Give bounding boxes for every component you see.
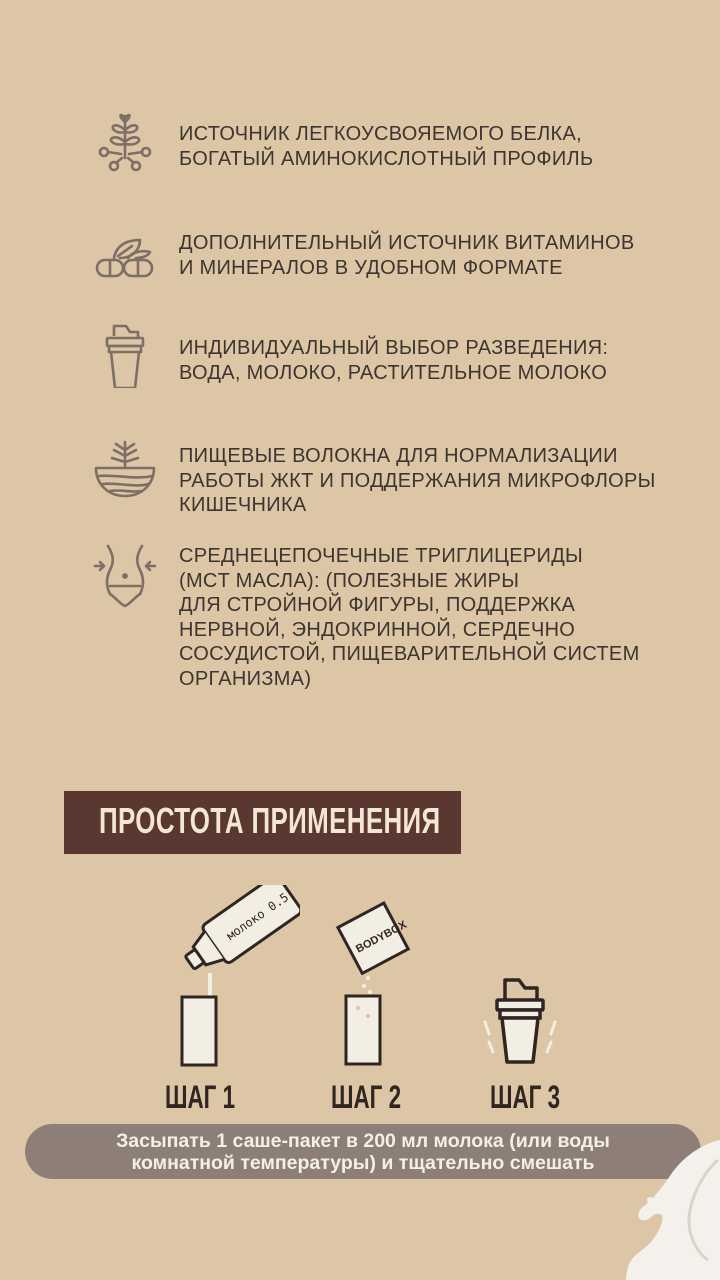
- feature-text: [179, 122, 699, 171]
- capsules-leaf-icon: [92, 226, 158, 292]
- section-title: ПРОСТОТА ПРИМЕНЕНИЯ: [99, 800, 441, 841]
- step-label: ШАГ 3: [489, 1079, 561, 1115]
- feature-line: ИСТОЧНИК ЛЕГКОУСВОЯЕМОГО БЕЛКА,: [179, 123, 582, 145]
- slim-waist-icon: [92, 542, 158, 608]
- feature-line: СРЕДНЕЦЕПОЧЕЧНЫЕ ТРИГЛИЦЕРИДЫ: [179, 545, 584, 567]
- feature-text: [179, 336, 699, 385]
- feature-line: РАБОТЫ ЖКТ И ПОДДЕРЖАНИЯ МИКРОФЛОРЫ: [179, 469, 656, 492]
- milk-splash-decoration: [590, 1130, 720, 1280]
- feature-line: ДОПОЛНИТЕЛЬНЫЙ ИСТОЧНИК ВИТАМИНОВ: [179, 232, 635, 254]
- feature-line: НЕРВНОЙ, ЭНДОКРИННОЙ, СЕРДЕЧНО: [179, 618, 576, 641]
- sachet-label: BODYBOX: [353, 918, 409, 956]
- feature-line: ВОДА, МОЛОКО, РАСТИТЕЛЬНОЕ МОЛОКО: [179, 361, 608, 384]
- feature-text: [179, 231, 699, 280]
- feature-line: БОГАТЫЙ АМИНОКИСЛОТНЫЙ ПРОФИЛЬ: [179, 147, 594, 170]
- feature-text: [179, 544, 699, 691]
- shaker-icon: [92, 322, 158, 388]
- bottle-label: молоко 0.5: [223, 890, 292, 943]
- feature-line: СОСУДИСТОЙ, ПИЩЕВАРИТЕЛЬНОЙ СИСТЕМ: [179, 643, 640, 665]
- feature-line: КИШЕЧНИКА: [179, 494, 307, 516]
- feature-line: ПИЩЕВЫЕ ВОЛОКНА ДЛЯ НОРМАЛИЗАЦИИ: [179, 445, 618, 467]
- shaking-shaker-icon: [475, 970, 575, 1070]
- step-label: ШАГ 1: [164, 1079, 236, 1115]
- feature-line: ИНДИВИДУАЛЬНЫЙ ВЫБОР РАЗВЕДЕНИЯ:: [179, 337, 609, 359]
- instruction-line: комнатной температуры) и тщательно смешать: [131, 1152, 595, 1174]
- step-label: ШАГ 2: [330, 1079, 402, 1115]
- instruction-line: Засыпать 1 саше-пакет в 200 мл молока (или воды: [116, 1130, 610, 1152]
- feature-line: ОРГАНИЗМА): [179, 667, 312, 690]
- sachet-glass-icon: [330, 890, 430, 1070]
- plant-molecule-icon: [92, 108, 158, 174]
- milk-bottle-glass-icon: [170, 885, 300, 1070]
- feature-text: [179, 444, 699, 518]
- feature-line: И МИНЕРАЛОВ В УДОБНОМ ФОРМАТЕ: [179, 256, 563, 279]
- fiber-bowl-icon: [92, 436, 158, 502]
- feature-line: ДЛЯ СТРОЙНОЙ ФИГУРЫ, ПОДДЕРЖКА: [179, 594, 576, 616]
- feature-line: (MCT МАСЛА): (ПОЛЕЗНЫЕ ЖИРЫ: [179, 569, 520, 592]
